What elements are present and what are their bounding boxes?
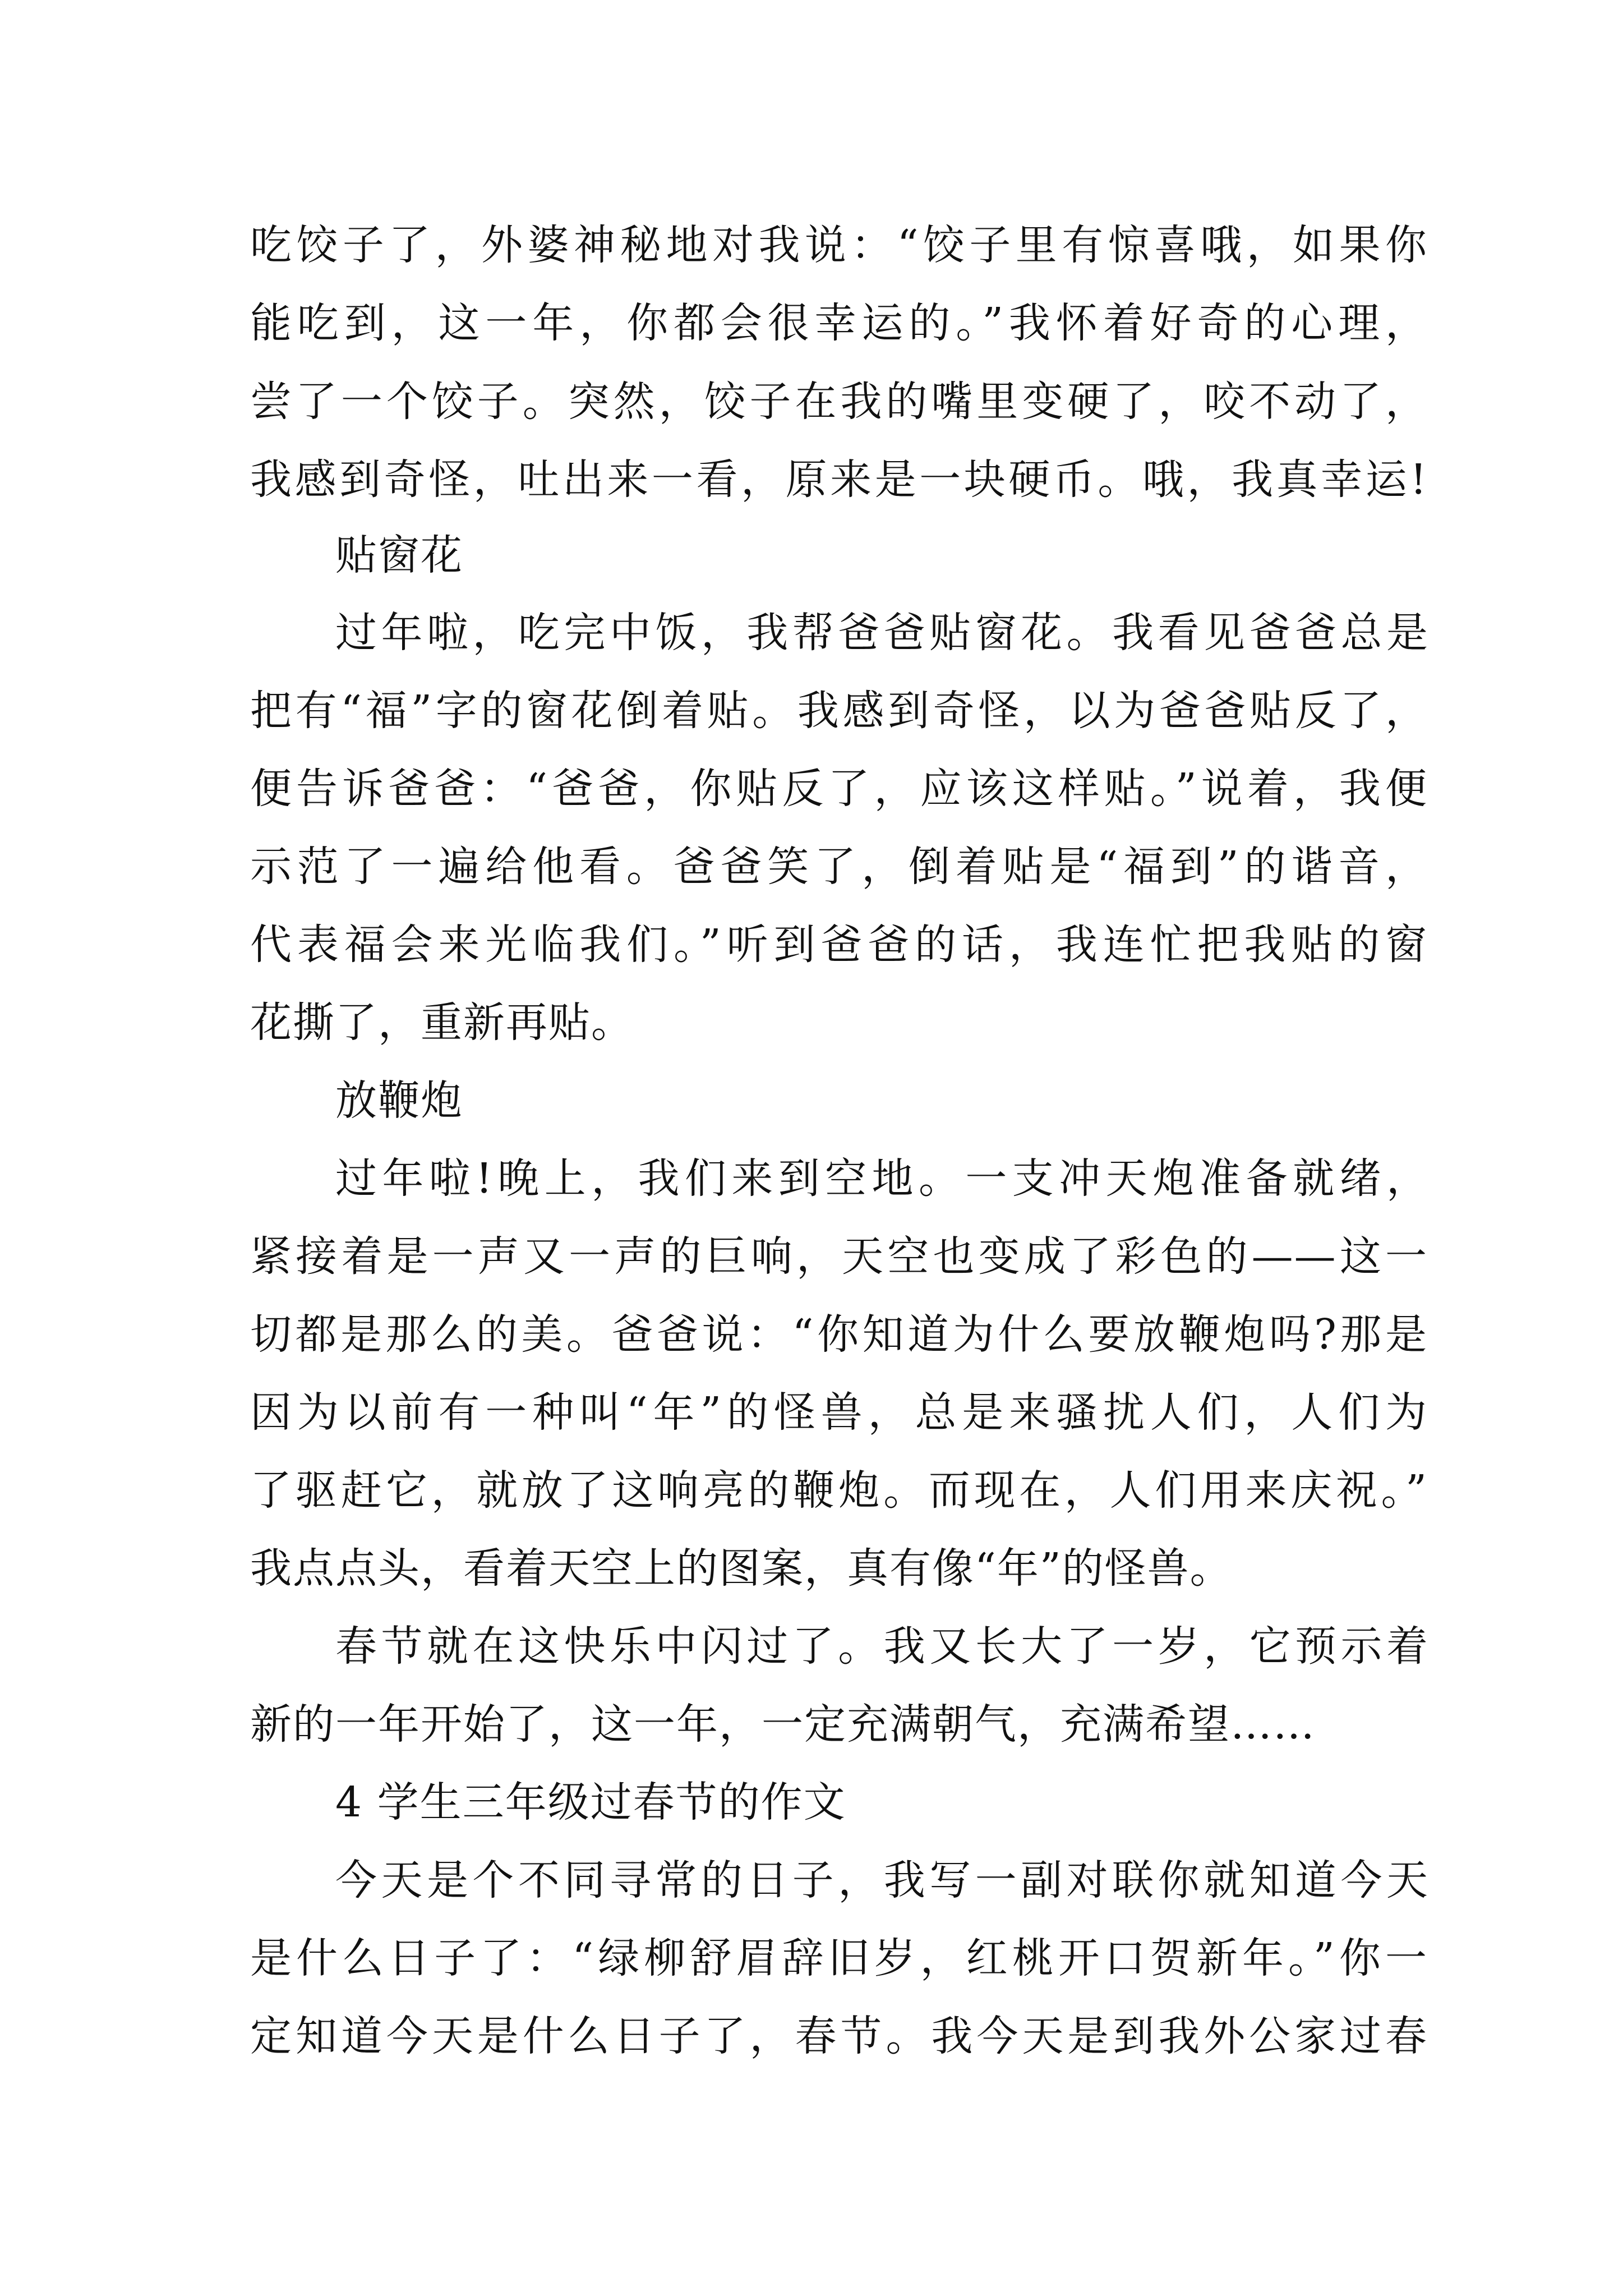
text-line: 过年啦!晚上，我们来到空地。一支冲天炮准备就绪， xyxy=(335,1154,1429,1203)
text-line: 吃饺子了，外婆神秘地对我说：“饺子里有惊喜哦，如果你 xyxy=(250,221,1428,269)
text-line: 把有“福”字的窗花倒着贴。我感到奇怪，以为爸爸贴反了， xyxy=(250,687,1428,735)
text-line: 花撕了，重新再贴。 xyxy=(250,999,634,1047)
text-line: 能吃到，这一年，你都会很幸运的。”我怀着好奇的心理， xyxy=(250,299,1428,347)
section-heading-firecrackers: 放鞭炮 xyxy=(335,1076,463,1125)
text-line: 我感到奇怪，吐出来一看，原来是一块硬币。哦，我真幸运! xyxy=(250,455,1428,504)
text-line: 紧接着是一声又一声的巨响，天空也变成了彩色的——这一 xyxy=(250,1232,1428,1281)
text-line: 我点点头，看着天空上的图案，真有像“年”的怪兽。 xyxy=(250,1544,1233,1593)
text-line: 切都是那么的美。爸爸说：“你知道为什么要放鞭炮吗?那是 xyxy=(250,1310,1428,1359)
text-line: 过年啦，吃完中饭，我帮爸爸贴窗花。我看见爸爸总是 xyxy=(335,609,1429,657)
text-line: 代表福会来光临我们。”听到爸爸的话，我连忙把我贴的窗 xyxy=(250,921,1428,969)
text-line: 示范了一遍给他看。爸爸笑了，倒着贴是“福到”的谐音， xyxy=(250,843,1428,891)
text-line: 尝了一个饺子。突然，饺子在我的嘴里变硬了，咬不动了， xyxy=(250,378,1428,426)
text-line: 因为以前有一种叫“年”的怪兽，总是来骚扰人们，人们为 xyxy=(250,1388,1428,1437)
text-line: 了驱赶它，就放了这响亮的鞭炮。而现在，人们用来庆祝。” xyxy=(250,1466,1428,1515)
text-line: 春节就在这快乐中闪过了。我又长大了一岁，它预示着 xyxy=(335,1622,1429,1671)
section-heading-window-flowers: 贴窗花 xyxy=(335,531,463,579)
text-line: 今天是个不同寻常的日子，我写一副对联你就知道今天 xyxy=(335,1856,1429,1904)
text-line: 新的一年开始了，这一年，一定充满朝气，充满希望…… xyxy=(250,1700,1316,1749)
text-line: 定知道今天是什么日子了，春节。我今天是到我外公家过春 xyxy=(250,2012,1428,2060)
text-line: 便告诉爸爸：“爸爸，你贴反了，应该这样贴。”说着，我便 xyxy=(250,765,1428,813)
text-line: 是什么日子了：“绿柳舒眉辞旧岁，红桃开口贺新年。”你一 xyxy=(250,1934,1428,1982)
essay-title: 4 学生三年级过春节的作文 xyxy=(335,1778,846,1826)
